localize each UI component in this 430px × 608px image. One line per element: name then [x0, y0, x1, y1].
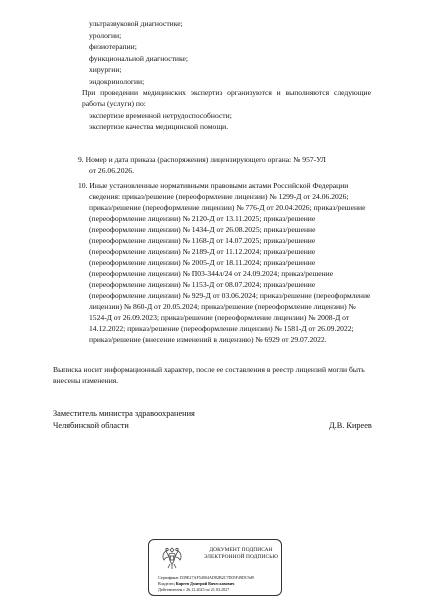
- other-info-line: приказ/решение (переоформление лицензии) № 776-Д от 20.04.2026; приказ/решение: [89, 203, 366, 212]
- stamp-validity: Действителен с 26.12.2025 по 21.03.2027: [158, 587, 230, 592]
- list-item: урологии;: [89, 31, 122, 40]
- stamp-label: Владелец: [158, 581, 175, 586]
- other-info-line: лицензии) № 860-Д от 20.05.2024; приказ/решение (переоформление лицензии) №: [89, 302, 356, 311]
- other-info-line: (переоформление лицензии) № 2005-Д от 18.11.2024; приказ/решение: [89, 258, 316, 267]
- disclaimer-line: внесены изменения.: [53, 376, 119, 385]
- signatory-name: Д.В. Киреев: [329, 421, 372, 430]
- stamp-value: Киреев Дмитрий Вячеславович: [175, 581, 235, 586]
- stamp-value: D39E27AF54004AD82B2C7D05F49DC9d9: [179, 575, 254, 580]
- other-info-line: (переоформление лицензии) № 2189-Д от 11.12.2024; приказ/решение: [89, 247, 316, 256]
- stamp-label: Сертификат: [158, 575, 179, 580]
- other-info-line: (переоформление лицензии) № 1434-Д от 26.08.2025; приказ/решение: [89, 225, 316, 234]
- stamp-title: [201, 547, 281, 560]
- coat-of-arms-icon: [161, 545, 183, 571]
- list-item: физиотерапии;: [89, 42, 137, 51]
- list-item: функциональной диагностике;: [89, 54, 188, 63]
- expertise-intro-cont: работы (услуги) по:: [82, 99, 146, 108]
- license-order-line: 9. Номер и дата приказа (распоряжения) лицензирующего органа: № 957-УЛ: [78, 155, 326, 164]
- signatory-position: Заместитель министра здравоохранения: [53, 409, 195, 418]
- list-item: ультразвуковой диагностике;: [89, 19, 183, 28]
- stamp-certificate: [158, 575, 254, 580]
- other-info-line: 1524-Д от 26.09.2023; приказ/решение (переоформление лицензии) № 2008-Д от: [89, 313, 350, 322]
- other-info-line: (переоформление лицензии) № 929-Д от 03.06.2024; приказ/решение (переоформление: [89, 291, 371, 300]
- stamp-title-line: ДОКУМЕНТ ПОДПИСАН: [209, 547, 273, 553]
- other-info-line: (переоформление лицензии) № П03-344л/24 от 24.09.2024; приказ/решение: [89, 269, 334, 278]
- other-info-line: приказ/решение (внесение изменений в лицензию) № 6929 от 29.07.2022.: [89, 335, 327, 344]
- expertise-item: экспертизе временной нетрудоспособности;: [89, 111, 232, 120]
- disclaimer-line: Выписка носит информационный характер, после ее составления в реестр лицензий могли быть: [53, 365, 365, 374]
- expertise-item: экспертизе качества медицинской помощи.: [89, 122, 229, 131]
- other-info-line: (переоформление лицензии) № 1153-Д от 08.07.2024; приказ/решение: [89, 280, 316, 289]
- signatory-region: Челябинской области: [53, 421, 129, 430]
- stamp-owner: [158, 581, 234, 586]
- other-info-heading: 10. Иные установленные нормативными правовыми актами Российской Федерации: [78, 181, 349, 190]
- other-info-line: (переоформление лицензии) № 2120-Д от 13.11.2025; приказ/решение: [89, 214, 316, 223]
- list-item: хирургии;: [89, 65, 122, 74]
- list-item: эндокринологии;: [89, 77, 145, 86]
- other-info-line: 14.12.2022; приказ/решение (переоформление лицензии) № 1581-Д от 26.09.2022;: [89, 324, 354, 333]
- expertise-intro: При проведении медицинских экспертиз организуются и выполняются следующие: [82, 88, 371, 97]
- stamp-title-line: ЭЛЕКТРОННОЙ ПОДПИСЬЮ: [203, 553, 279, 560]
- other-info-line: (переоформление лицензии) № 1168-Д от 14.07.2025; приказ/решение: [89, 236, 316, 245]
- other-info-line: сведения: приказ/решение (переоформление лицензии) № 1299-Д от 24.06.2026;: [89, 192, 349, 201]
- electronic-signature-stamp: [148, 539, 282, 596]
- license-order-date: от 26.06.2026.: [89, 166, 134, 175]
